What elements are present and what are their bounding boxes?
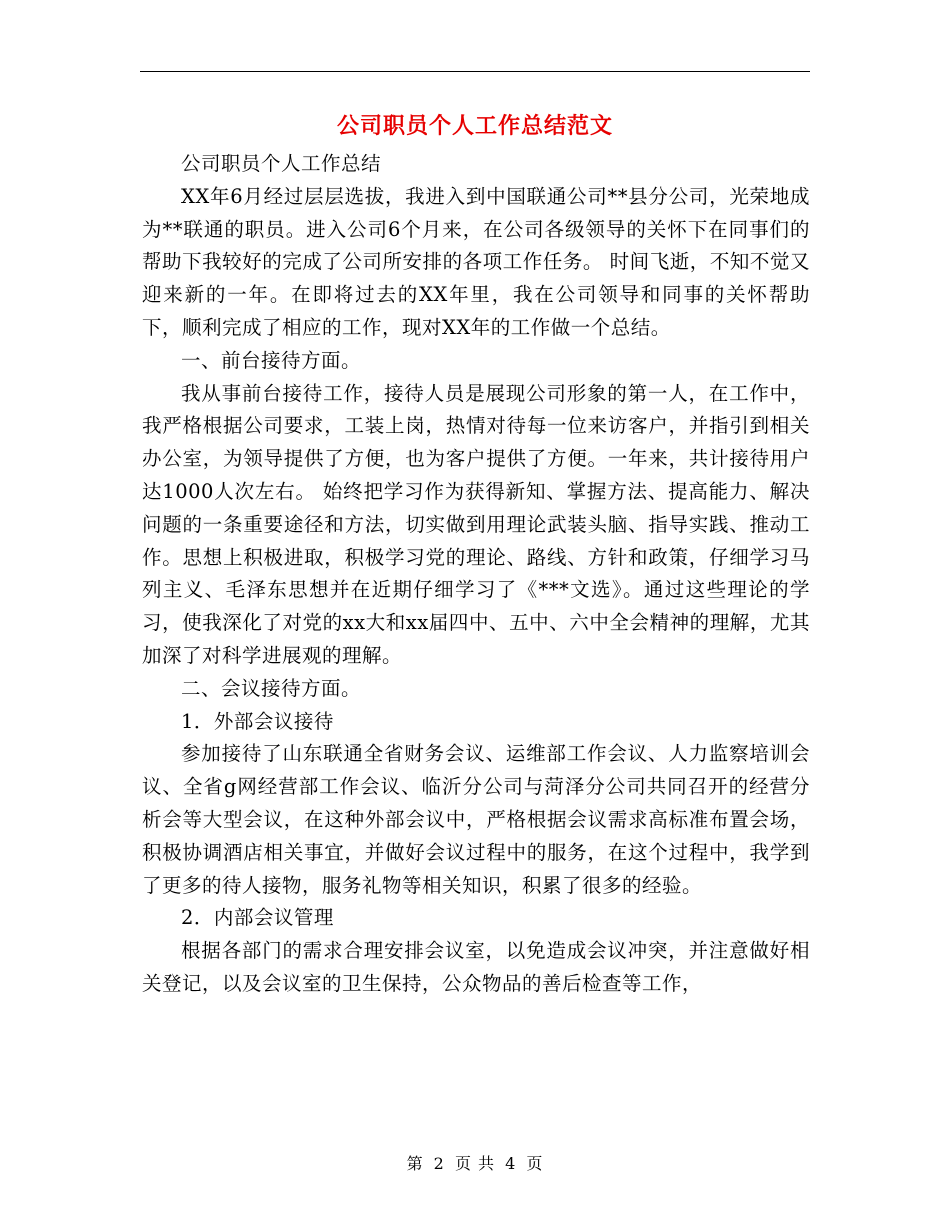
page-footer (0, 1152, 950, 1176)
subheading-external-meetings: 1．外部会议接待 (181, 709, 334, 733)
footer-total-pages: 4 (505, 1154, 517, 1173)
header-rule (140, 71, 810, 72)
footer-mid: 页 共 (454, 1154, 496, 1173)
document-body (142, 148, 810, 1001)
footer-prefix: 第 (406, 1154, 424, 1173)
document-title: 公司职员个人工作总结范文 (336, 113, 613, 139)
subheading-internal-meetings: 2．内部会议管理 (181, 906, 334, 930)
section-heading-reception: 一、前台接待方面。 (181, 348, 362, 372)
footer-suffix: 页 (526, 1154, 544, 1173)
paragraph-intro: XX年6月经过层层选拔，我进入到中国联通公司**县分公司，光荣地成为**联通的职员。进入公司6个月来，在公司各级领导的关怀下在同事们的帮助下我较好的完成了公司所安排的各项工作任务。 时间飞逝，不知不觉又迎来新的一年。在即将过去的XX年里，我在公司领导和同事的关怀帮助下，顺利完成了相应的工作，现对XX年的工作做一个总结。 (142, 184, 810, 339)
paragraph-reception: 我从事前台接待工作，接待人员是展现公司形象的第一人，在工作中，我严格根据公司要求，工装上岗，热情对待每一位来访客户，并指引到相关办公室，为领导提供了方便，也为客户提供了方便。一年来，共计接待用户达1000人次左右。 始终把学习作为获得新知、掌握方法、提高能力、解决问题的一条重要途径和方法，切实做到用理论武装头脑、指导实践、推动工作。思想上积极进取，积极学习党的理论、路线、方针和政策，仔细学习马列主义、毛泽东思想并在近期仔细学习了《***文选》。通过这些理论的学习，使我深化了对党的xx大和xx届四中、五中、六中全会精神的理解，尤其加深了对科学进展观的理解。 (142, 381, 810, 667)
paragraph-subtitle: 公司职员个人工作总结 (181, 152, 382, 175)
section-heading-meetings: 二、会议接待方面。 (181, 676, 362, 700)
paragraph-external-meetings: 参加接待了山东联通全省财务会议、运维部工作会议、人力监察培训会议、全省g网经营部工作会议、临沂分公司与菏泽分公司共同召开的经营分析会等大型会议，在这种外部会议中，严格根据会议需求高标准布置会场，积极协调酒店相关事宜，并做好会议过程中的服务，在这个过程中，我学到了更多的待人接物，服务礼物等相关知识，积累了很多的经验。 (142, 742, 810, 897)
paragraph-internal-meetings: 根据各部门的需求合理安排会议室，以免造成会议冲突，并注意做好相关登记，以及会议室的卫生保持，公众物品的善后检查等工作， (142, 939, 810, 995)
footer-page-number: 2 (433, 1154, 445, 1173)
